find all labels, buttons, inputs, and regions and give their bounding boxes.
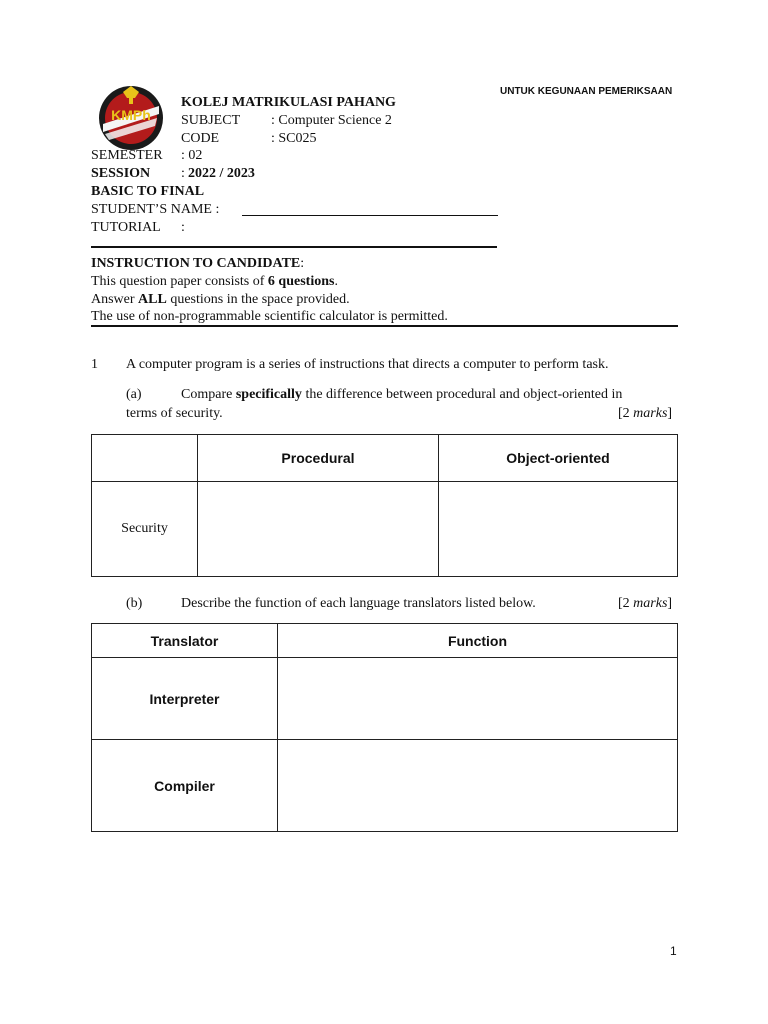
- part-b-marks-open: [2: [618, 596, 634, 611]
- instruction-line-2-c: questions in the space provided.: [166, 292, 350, 307]
- translator-table: [91, 623, 678, 832]
- code-label: CODE: [181, 131, 220, 146]
- answer-cell-procedural[interactable]: [198, 482, 439, 577]
- part-a-marks-word: marks: [633, 406, 668, 421]
- session-label: SESSION: [91, 166, 151, 181]
- student-name-label: STUDENT’S NAME :: [91, 202, 220, 217]
- question-number: 1: [91, 357, 98, 372]
- table-header-procedural: Procedural: [198, 435, 439, 482]
- college-name: KOLEJ MATRIKULASI PAHANG: [181, 95, 396, 110]
- page-number: 1: [670, 944, 677, 958]
- exam-title: BASIC TO FINAL: [91, 184, 205, 199]
- part-b-marks-word: marks: [633, 596, 668, 611]
- instruction-line-1-a: This question paper consists of: [91, 274, 268, 289]
- row-label-compiler: Compiler: [92, 740, 278, 832]
- instruction-line-1-b: 6 questions: [267, 274, 335, 289]
- instruction-line-1: [91, 274, 338, 290]
- instruction-title: [91, 256, 304, 272]
- part-a-text-c: the difference between procedural and object-oriented in: [301, 387, 623, 402]
- tutorial-colon: :: [181, 220, 185, 235]
- question-text: A computer program is a series of instructions that directs a computer to perform task.: [126, 357, 609, 372]
- part-a-text-b: specifically: [235, 387, 302, 402]
- instruction-line-1-c: .: [334, 274, 338, 289]
- semester-label: SEMESTER: [91, 148, 163, 163]
- part-b-marks-close: ]: [667, 596, 673, 611]
- instruction-title-colon: :: [300, 256, 305, 271]
- header-divider: [91, 246, 497, 248]
- instruction-line-3: The use of non-programmable scientific calculator is permitted.: [91, 309, 448, 324]
- table-header-function: Function: [278, 624, 678, 658]
- answer-cell-compiler[interactable]: [278, 740, 678, 832]
- session-value: 2022 / 2023: [188, 166, 255, 181]
- part-b-text: Describe the function of each language translators listed below.: [181, 596, 536, 611]
- table-row: [92, 740, 678, 832]
- answer-cell-object-oriented[interactable]: [439, 482, 678, 577]
- table-row: [92, 658, 678, 740]
- row-label-interpreter: Interpreter: [92, 658, 278, 740]
- college-logo: [93, 84, 169, 152]
- instruction-line-2: [91, 292, 350, 308]
- table-header-translator: Translator: [92, 624, 278, 658]
- table-row: [92, 482, 678, 577]
- part-b-marks: [618, 596, 672, 612]
- part-a-text: [181, 387, 622, 403]
- subject-value: : Computer Science 2: [271, 113, 392, 128]
- table-row: [92, 435, 678, 482]
- table-header-object-oriented: Object-oriented: [439, 435, 678, 482]
- code-value: : SC025: [271, 131, 317, 146]
- part-a-marks-open: [2: [618, 406, 634, 421]
- answer-cell-interpreter[interactable]: [278, 658, 678, 740]
- tutorial-label: TUTORIAL: [91, 220, 161, 235]
- part-a-marks: [618, 406, 672, 422]
- session-colon: :: [181, 166, 185, 181]
- logo-text: KMPh: [111, 107, 151, 123]
- part-a-label: (a): [126, 387, 142, 402]
- table-header-empty: [92, 435, 198, 482]
- table-row: [92, 624, 678, 658]
- office-use-label: UNTUK KEGUNAAN PEMERIKSAAN: [500, 86, 673, 97]
- part-a-marks-close: ]: [667, 406, 673, 421]
- instruction-line-2-b: ALL: [138, 292, 167, 307]
- subject-label: SUBJECT: [181, 113, 241, 128]
- part-a-text-a: Compare: [181, 387, 236, 402]
- security-table: [91, 434, 678, 577]
- part-b-label: (b): [126, 596, 143, 611]
- instruction-title-text: INSTRUCTION TO CANDIDATE: [91, 256, 301, 271]
- row-label-security: Security: [92, 482, 198, 577]
- instruction-line-2-a: Answer: [91, 292, 139, 307]
- student-name-field[interactable]: [242, 215, 498, 216]
- semester-value: : 02: [181, 148, 203, 163]
- part-a-text-cont: terms of security.: [126, 406, 223, 421]
- instruction-divider: [91, 325, 678, 327]
